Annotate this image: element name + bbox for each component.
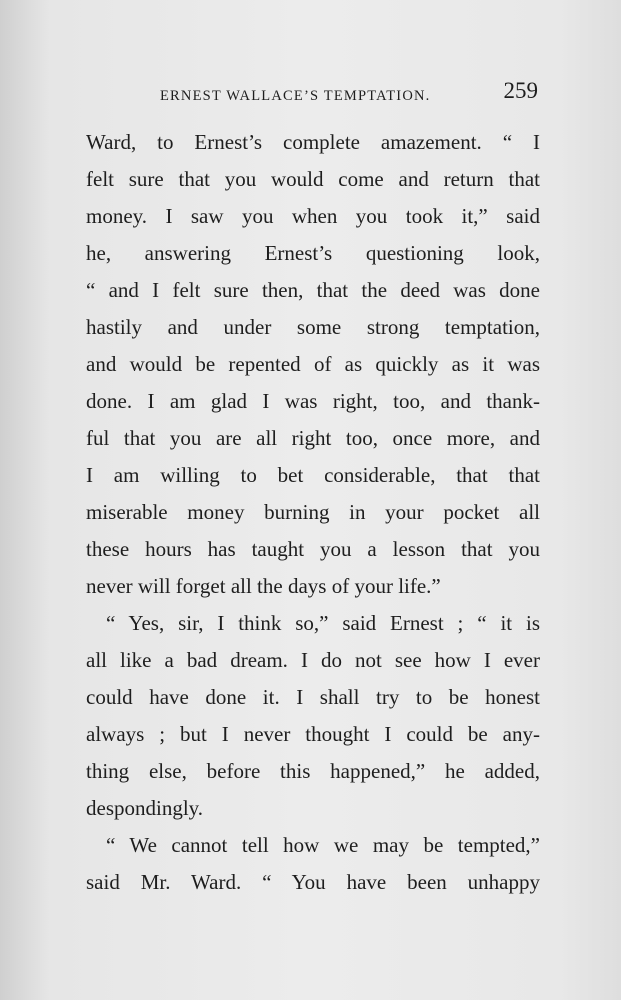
text-line: all like a bad dream. I do not see how I ever bbox=[86, 648, 540, 672]
text-line: always ; but I never thought I could be any- bbox=[86, 722, 540, 746]
text-line: these hours has taught you a lesson that you bbox=[86, 537, 540, 561]
text-line: despondingly. bbox=[86, 796, 204, 820]
text-line: hastily and under some strong temptation, bbox=[86, 315, 540, 339]
text-line: ful that you are all right too, once more, and bbox=[86, 426, 540, 450]
text-line: money. I saw you when you took it,” said bbox=[86, 204, 540, 228]
running-head: ERNEST WALLACE’S TEMPTATION. bbox=[160, 88, 431, 104]
page-header bbox=[160, 78, 542, 108]
text-line: miserable money burning in your pocket all bbox=[86, 500, 540, 524]
text-line: never will forget all the days of your life.” bbox=[86, 574, 441, 598]
body-text bbox=[86, 124, 540, 901]
text-line: “ and I felt sure then, that the deed was done bbox=[86, 278, 540, 302]
text-line: and would be repented of as quickly as it was bbox=[86, 352, 540, 376]
text-line: “ Yes, sir, I think so,” said Ernest ; “ it is bbox=[106, 611, 540, 635]
text-line: felt sure that you would come and return that bbox=[86, 167, 540, 191]
text-line: I am willing to bet considerable, that that bbox=[86, 463, 540, 487]
text-line: could have done it. I shall try to be honest bbox=[86, 685, 540, 709]
text-line: Ward, to Ernest’s complete amazement. “ I bbox=[86, 130, 540, 154]
text-line: thing else, before this happened,” he added, bbox=[86, 759, 540, 783]
page-number: 259 bbox=[503, 78, 538, 103]
text-line: “ We cannot tell how we may be tempted,” bbox=[106, 833, 540, 857]
text-line: said Mr. Ward. “ You have been unhappy bbox=[86, 870, 540, 894]
text-line: he, answering Ernest’s questioning look, bbox=[86, 241, 540, 265]
text-line: done. I am glad I was right, too, and thank- bbox=[86, 389, 540, 413]
